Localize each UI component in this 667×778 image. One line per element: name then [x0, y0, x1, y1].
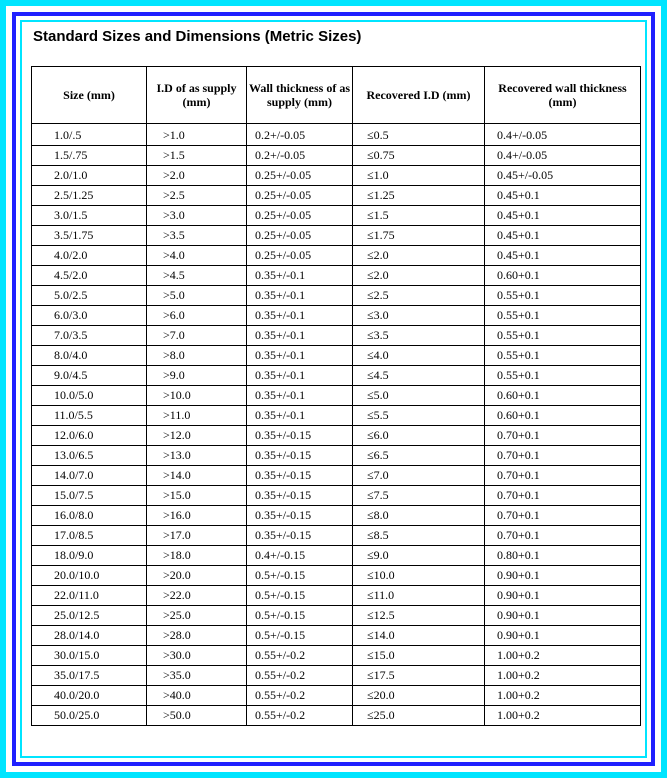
cell-size: 50.0/25.0 [32, 706, 147, 726]
cell-recovered-wall: 0.55+0.1 [485, 346, 641, 366]
cell-wall-supply: 0.35+/-0.1 [247, 386, 353, 406]
cell-recovered-wall: 1.00+0.2 [485, 666, 641, 686]
cell-size: 5.0/2.5 [32, 286, 147, 306]
cell-wall-supply: 0.25+/-0.05 [247, 246, 353, 266]
table-row [32, 646, 641, 666]
cell-recovered-id: ≤0.5 [353, 124, 485, 146]
table-row [32, 466, 641, 486]
cell-recovered-id: ≤4.5 [353, 366, 485, 386]
cell-recovered-id: ≤17.5 [353, 666, 485, 686]
cell-id-supply: >5.0 [147, 286, 247, 306]
cell-wall-supply: 0.5+/-0.15 [247, 566, 353, 586]
cell-id-supply: >50.0 [147, 706, 247, 726]
cell-size: 4.0/2.0 [32, 246, 147, 266]
cell-recovered-id: ≤25.0 [353, 706, 485, 726]
header-wall-supply: Wall thickness of as supply (mm) [247, 67, 353, 124]
cell-recovered-id: ≤1.75 [353, 226, 485, 246]
cell-id-supply: >3.5 [147, 226, 247, 246]
table-row [32, 186, 641, 206]
cell-recovered-wall: 0.90+0.1 [485, 586, 641, 606]
table-row [32, 586, 641, 606]
cell-size: 6.0/3.0 [32, 306, 147, 326]
cell-wall-supply: 0.35+/-0.1 [247, 326, 353, 346]
cell-recovered-wall: 0.90+0.1 [485, 626, 641, 646]
cell-recovered-id: ≤2.5 [353, 286, 485, 306]
cell-wall-supply: 0.35+/-0.15 [247, 466, 353, 486]
header-recovered-wall: Recovered wall thickness (mm) [485, 67, 641, 124]
cell-wall-supply: 0.35+/-0.1 [247, 286, 353, 306]
cell-size: 1.5/.75 [32, 146, 147, 166]
cell-recovered-id: ≤3.0 [353, 306, 485, 326]
cell-wall-supply: 0.5+/-0.15 [247, 606, 353, 626]
cell-recovered-id: ≤2.0 [353, 246, 485, 266]
cell-wall-supply: 0.55+/-0.2 [247, 646, 353, 666]
cell-recovered-id: ≤7.0 [353, 466, 485, 486]
table-row [32, 246, 641, 266]
cell-size: 17.0/8.5 [32, 526, 147, 546]
cell-id-supply: >22.0 [147, 586, 247, 606]
table-row [32, 626, 641, 646]
cell-wall-supply: 0.55+/-0.2 [247, 686, 353, 706]
cell-wall-supply: 0.55+/-0.2 [247, 666, 353, 686]
cell-recovered-wall: 0.70+0.1 [485, 486, 641, 506]
cell-wall-supply: 0.35+/-0.15 [247, 506, 353, 526]
table-row [32, 166, 641, 186]
table-row [32, 386, 641, 406]
table-row [32, 206, 641, 226]
table-row [32, 426, 641, 446]
cell-id-supply: >30.0 [147, 646, 247, 666]
cell-id-supply: >1.5 [147, 146, 247, 166]
table-row [32, 346, 641, 366]
cell-recovered-wall: 0.80+0.1 [485, 546, 641, 566]
table-body [32, 124, 641, 726]
cell-recovered-wall: 0.70+0.1 [485, 506, 641, 526]
cell-recovered-wall: 1.00+0.2 [485, 646, 641, 666]
cell-recovered-id: ≤1.5 [353, 206, 485, 226]
cell-size: 22.0/11.0 [32, 586, 147, 606]
cell-recovered-id: ≤7.5 [353, 486, 485, 506]
cell-wall-supply: 0.35+/-0.1 [247, 266, 353, 286]
cell-recovered-id: ≤20.0 [353, 686, 485, 706]
cell-wall-supply: 0.35+/-0.15 [247, 426, 353, 446]
table-row [32, 406, 641, 426]
cell-size: 7.0/3.5 [32, 326, 147, 346]
table-row [32, 266, 641, 286]
cell-wall-supply: 0.35+/-0.15 [247, 526, 353, 546]
cell-recovered-wall: 0.70+0.1 [485, 446, 641, 466]
cell-id-supply: >2.0 [147, 166, 247, 186]
cell-size: 8.0/4.0 [32, 346, 147, 366]
cell-id-supply: >13.0 [147, 446, 247, 466]
cell-id-supply: >15.0 [147, 486, 247, 506]
cell-wall-supply: 0.5+/-0.15 [247, 626, 353, 646]
cell-id-supply: >6.0 [147, 306, 247, 326]
cell-wall-supply: 0.35+/-0.15 [247, 486, 353, 506]
cell-recovered-id: ≤2.0 [353, 266, 485, 286]
cell-id-supply: >9.0 [147, 366, 247, 386]
cell-recovered-id: ≤1.0 [353, 166, 485, 186]
cell-recovered-wall: 1.00+0.2 [485, 706, 641, 726]
cell-wall-supply: 0.35+/-0.1 [247, 306, 353, 326]
cell-wall-supply: 0.55+/-0.2 [247, 706, 353, 726]
cell-size: 2.5/1.25 [32, 186, 147, 206]
cell-recovered-wall: 0.55+0.1 [485, 326, 641, 346]
cell-size: 2.0/1.0 [32, 166, 147, 186]
cell-size: 1.0/.5 [32, 124, 147, 146]
cell-size: 3.5/1.75 [32, 226, 147, 246]
cell-size: 16.0/8.0 [32, 506, 147, 526]
cell-wall-supply: 0.35+/-0.15 [247, 446, 353, 466]
cell-recovered-wall: 0.4+/-0.05 [485, 124, 641, 146]
cell-wall-supply: 0.2+/-0.05 [247, 124, 353, 146]
table-row [32, 326, 641, 346]
cell-id-supply: >3.0 [147, 206, 247, 226]
cell-recovered-wall: 0.55+0.1 [485, 286, 641, 306]
cell-recovered-wall: 0.45+0.1 [485, 186, 641, 206]
cell-recovered-id: ≤1.25 [353, 186, 485, 206]
dimensions-table [31, 66, 641, 726]
cell-id-supply: >4.0 [147, 246, 247, 266]
cell-id-supply: >14.0 [147, 466, 247, 486]
table-row [32, 226, 641, 246]
cell-recovered-wall: 0.90+0.1 [485, 566, 641, 586]
header-id-supply: I.D of as supply (mm) [147, 67, 247, 124]
cell-recovered-id: ≤5.0 [353, 386, 485, 406]
cell-size: 13.0/6.5 [32, 446, 147, 466]
cell-size: 15.0/7.5 [32, 486, 147, 506]
table-row [32, 146, 641, 166]
cell-size: 35.0/17.5 [32, 666, 147, 686]
cell-id-supply: >25.0 [147, 606, 247, 626]
cell-recovered-id: ≤4.0 [353, 346, 485, 366]
cell-id-supply: >1.0 [147, 124, 247, 146]
cell-size: 40.0/20.0 [32, 686, 147, 706]
cell-recovered-wall: 1.00+0.2 [485, 686, 641, 706]
cell-id-supply: >11.0 [147, 406, 247, 426]
cell-recovered-wall: 0.45+0.1 [485, 206, 641, 226]
cell-recovered-id: ≤12.5 [353, 606, 485, 626]
table-row [32, 286, 641, 306]
cell-id-supply: >20.0 [147, 566, 247, 586]
table-row [32, 366, 641, 386]
cell-recovered-wall: 0.55+0.1 [485, 366, 641, 386]
cell-size: 20.0/10.0 [32, 566, 147, 586]
cell-recovered-id: ≤9.0 [353, 546, 485, 566]
cell-size: 4.5/2.0 [32, 266, 147, 286]
cell-id-supply: >17.0 [147, 526, 247, 546]
cell-recovered-id: ≤15.0 [353, 646, 485, 666]
table-row [32, 446, 641, 466]
cell-wall-supply: 0.35+/-0.1 [247, 406, 353, 426]
cell-id-supply: >2.5 [147, 186, 247, 206]
cell-wall-supply: 0.25+/-0.05 [247, 186, 353, 206]
header-recovered-id: Recovered I.D (mm) [353, 67, 485, 124]
table-row [32, 306, 641, 326]
cell-wall-supply: 0.4+/-0.15 [247, 546, 353, 566]
cell-size: 10.0/5.0 [32, 386, 147, 406]
cell-size: 12.0/6.0 [32, 426, 147, 446]
page-title: Standard Sizes and Dimensions (Metric Sizes) [33, 28, 362, 45]
cell-id-supply: >8.0 [147, 346, 247, 366]
cell-recovered-id: ≤8.5 [353, 526, 485, 546]
cell-id-supply: >4.5 [147, 266, 247, 286]
table-row [32, 124, 641, 146]
table-row [32, 686, 641, 706]
cell-wall-supply: 0.5+/-0.15 [247, 586, 353, 606]
cell-recovered-id: ≤10.0 [353, 566, 485, 586]
cell-wall-supply: 0.35+/-0.1 [247, 346, 353, 366]
cell-id-supply: >18.0 [147, 546, 247, 566]
cell-id-supply: >10.0 [147, 386, 247, 406]
table-row [32, 666, 641, 686]
cell-wall-supply: 0.25+/-0.05 [247, 226, 353, 246]
cell-recovered-wall: 0.70+0.1 [485, 526, 641, 546]
cell-id-supply: >7.0 [147, 326, 247, 346]
cell-size: 25.0/12.5 [32, 606, 147, 626]
cell-recovered-wall: 0.55+0.1 [485, 306, 641, 326]
cell-recovered-id: ≤0.75 [353, 146, 485, 166]
cell-wall-supply: 0.25+/-0.05 [247, 166, 353, 186]
table-row [32, 506, 641, 526]
cell-recovered-wall: 0.45+0.1 [485, 246, 641, 266]
cell-recovered-wall: 0.45+/-0.05 [485, 166, 641, 186]
cell-recovered-id: ≤5.5 [353, 406, 485, 426]
table-row [32, 606, 641, 626]
table-row [32, 526, 641, 546]
table-row [32, 706, 641, 726]
cell-wall-supply: 0.2+/-0.05 [247, 146, 353, 166]
cell-recovered-wall: 0.4+/-0.05 [485, 146, 641, 166]
cell-recovered-id: ≤3.5 [353, 326, 485, 346]
cell-id-supply: >28.0 [147, 626, 247, 646]
cell-recovered-wall: 0.60+0.1 [485, 406, 641, 426]
cell-size: 3.0/1.5 [32, 206, 147, 226]
cell-recovered-wall: 0.70+0.1 [485, 466, 641, 486]
cell-size: 14.0/7.0 [32, 466, 147, 486]
cell-wall-supply: 0.35+/-0.1 [247, 366, 353, 386]
cell-recovered-wall: 0.60+0.1 [485, 266, 641, 286]
cell-recovered-wall: 0.70+0.1 [485, 426, 641, 446]
cell-recovered-wall: 0.45+0.1 [485, 226, 641, 246]
cell-recovered-id: ≤11.0 [353, 586, 485, 606]
cell-recovered-wall: 0.90+0.1 [485, 606, 641, 626]
cell-size: 30.0/15.0 [32, 646, 147, 666]
cell-recovered-id: ≤8.0 [353, 506, 485, 526]
table-header-row [32, 67, 641, 124]
cell-wall-supply: 0.25+/-0.05 [247, 206, 353, 226]
table-row [32, 546, 641, 566]
cell-recovered-id: ≤6.5 [353, 446, 485, 466]
cell-id-supply: >12.0 [147, 426, 247, 446]
cell-recovered-wall: 0.60+0.1 [485, 386, 641, 406]
cell-recovered-id: ≤14.0 [353, 626, 485, 646]
cell-size: 11.0/5.5 [32, 406, 147, 426]
cell-size: 28.0/14.0 [32, 626, 147, 646]
cell-recovered-id: ≤6.0 [353, 426, 485, 446]
cell-id-supply: >16.0 [147, 506, 247, 526]
cell-size: 18.0/9.0 [32, 546, 147, 566]
table-row [32, 566, 641, 586]
cell-id-supply: >35.0 [147, 666, 247, 686]
table-row [32, 486, 641, 506]
header-size: Size (mm) [32, 67, 147, 124]
cell-size: 9.0/4.5 [32, 366, 147, 386]
cell-id-supply: >40.0 [147, 686, 247, 706]
